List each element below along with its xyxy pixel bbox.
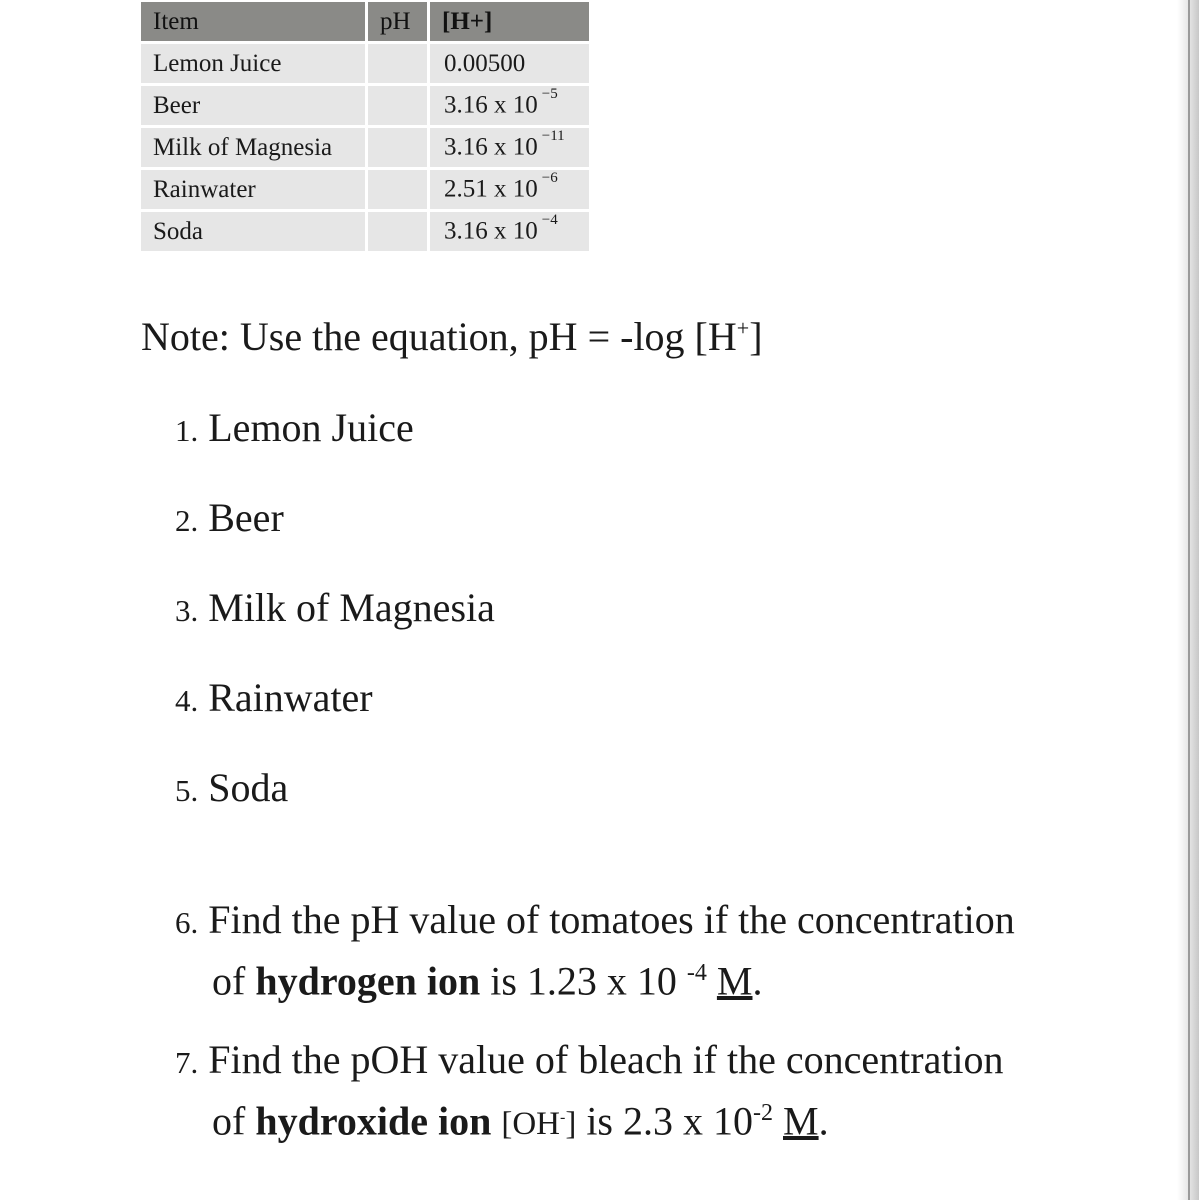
row-item: Beer — [141, 86, 365, 125]
ph-table — [138, 0, 592, 254]
list-item: 2. Beer — [175, 495, 284, 540]
row-item: Rainwater — [141, 170, 365, 209]
question-7-line1: 7. Find the pOH value of bleach if the concentration — [175, 1037, 1004, 1082]
row-ph — [368, 86, 427, 125]
header-ph: pH — [368, 2, 427, 41]
row-h: 3.16 x 10 $^{-5}$ — [430, 86, 589, 125]
question-6-line2: of hydrogen ion is 1.23 x 10 $^{-4}$ M. — [212, 958, 763, 1004]
row-ph — [368, 128, 427, 167]
row-h-exponent: −11 — [541, 128, 565, 145]
equation-note: Note: Use the equation, pH = -log [H+] — [141, 314, 763, 359]
list-item: 1. Lemon Juice — [175, 405, 414, 450]
row-h-exponent: −6 — [541, 170, 558, 187]
row-ph — [368, 212, 427, 251]
table-row — [141, 212, 589, 251]
question-6-line1: 6. Find the pH value of tomatoes if the concentration — [175, 897, 1015, 942]
hydroxide-formula: [OH-] — [501, 1106, 577, 1143]
row-h: 0.00500 — [430, 44, 589, 83]
row-h: 3.16 x 10 $^{-11}$ — [430, 128, 589, 167]
row-ph — [368, 44, 427, 83]
row-h-exponent: −4 — [541, 212, 558, 229]
list-item: 4. Rainwater — [175, 675, 373, 720]
table-header-row — [141, 2, 589, 41]
question-6 — [175, 895, 1015, 1006]
row-item: Milk of Magnesia — [141, 128, 365, 167]
header-item: Item — [141, 2, 365, 41]
list-item: 3. Milk of Magnesia — [175, 585, 495, 630]
table-row — [141, 44, 589, 83]
row-item: Soda — [141, 212, 365, 251]
row-ph — [368, 170, 427, 209]
row-h-exponent: −5 — [541, 86, 558, 103]
list-item: 5. Soda — [175, 765, 289, 810]
row-h: 2.51 x 10 $^{-6}$ — [430, 170, 589, 209]
table-row — [141, 128, 589, 167]
question-7-line2: of hydroxide ion [OH-] is 2.3 x $10^{-2}$ M. — [212, 1098, 829, 1144]
header-h-concentration: [H+] — [430, 2, 589, 41]
row-h: 3.16 x 10 $^{-4}$ — [430, 212, 589, 251]
table-row — [141, 86, 589, 125]
page-edge-line — [1188, 0, 1190, 1200]
row-item: Lemon Juice — [141, 44, 365, 83]
question-7 — [175, 1035, 1004, 1149]
table-row — [141, 170, 589, 209]
